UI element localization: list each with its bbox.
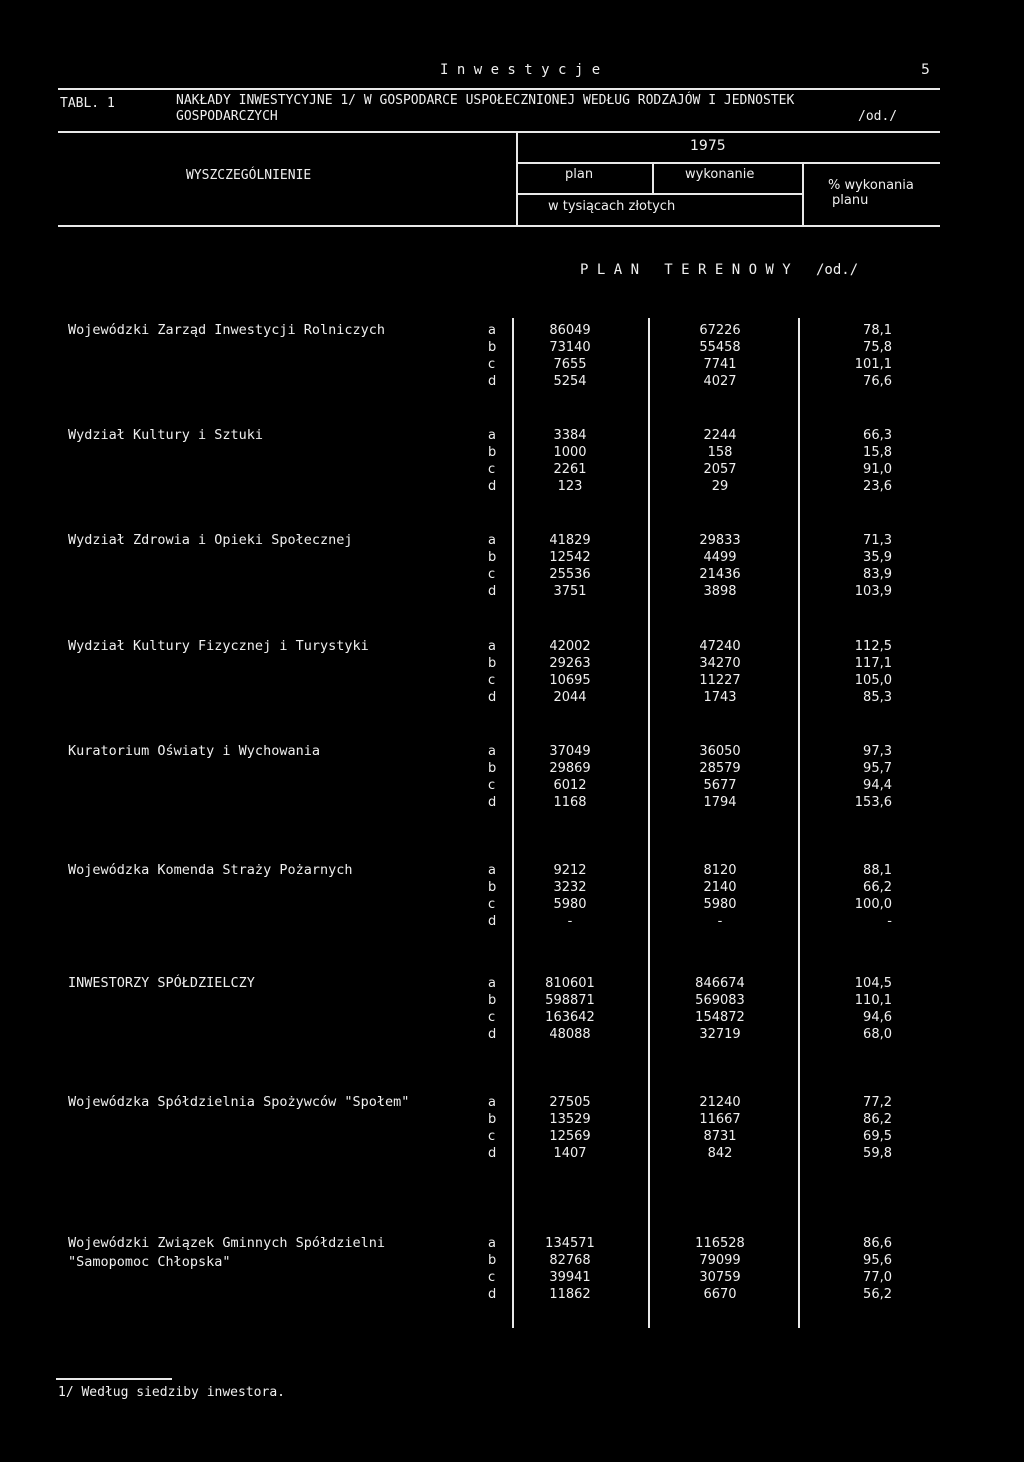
plan-value: 12569	[549, 1129, 591, 1144]
plan-value: 5980	[553, 897, 587, 912]
page-number: 5	[921, 62, 930, 78]
plan-value: 11862	[549, 1287, 591, 1302]
exec-value-column	[660, 975, 780, 1043]
plan-value: 3751	[553, 584, 587, 599]
row-letter: c	[488, 567, 496, 582]
row-letter: d	[488, 479, 497, 494]
plan-value: 12542	[549, 550, 591, 565]
header-rule-bottom	[58, 225, 940, 227]
table-label: TABL. 1	[60, 96, 115, 111]
row-name-line: INWESTORZY SPÓŁDZIELCZY	[68, 975, 255, 991]
row-letter: c	[488, 1129, 496, 1144]
pct-value-column	[800, 975, 892, 1043]
row-letter: b	[488, 340, 497, 355]
row-letter: d	[488, 1287, 497, 1302]
exec-value: 6670	[703, 1287, 737, 1302]
pct-value: -	[887, 914, 892, 929]
row-letter: b	[488, 1253, 497, 1268]
exec-value-column	[660, 1235, 780, 1303]
exec-value: 47240	[699, 639, 741, 654]
plan-value: 39941	[549, 1270, 591, 1285]
exec-value: 1743	[703, 690, 737, 705]
plan-value: 2044	[553, 690, 587, 705]
header-divider-left	[516, 133, 518, 225]
col-pct-line2: planu	[832, 193, 869, 208]
plan-value: 5254	[553, 374, 587, 389]
exec-value: 55458	[699, 340, 741, 355]
row-name	[68, 426, 263, 445]
pct-value: 117,1	[854, 656, 892, 671]
col-unit: w tysiącach złotych	[548, 199, 676, 214]
pct-value: 104,5	[854, 976, 892, 991]
row-name	[68, 321, 385, 340]
plan-value-column	[530, 975, 610, 1043]
row-name	[68, 1234, 385, 1272]
plan-value: 1000	[553, 445, 587, 460]
exec-value-column	[660, 322, 780, 390]
row-name-line: Wojewódzki Zarząd Inwestycji Rolniczych	[68, 322, 385, 338]
pct-value: 35,9	[863, 550, 892, 565]
row-name-line: Wojewódzki Związek Gminnych Spółdzielni	[68, 1235, 385, 1251]
pct-value: 95,6	[863, 1253, 892, 1268]
row-letter: b	[488, 656, 497, 671]
plan-value: 1168	[553, 795, 587, 810]
pct-value: 103,9	[854, 584, 892, 599]
plan-value-column	[530, 638, 610, 706]
plan-value: 27505	[549, 1095, 591, 1110]
plan-value: 29263	[549, 656, 591, 671]
pct-value: 101,1	[854, 357, 892, 372]
row-letter: a	[488, 533, 496, 548]
row-letter: a	[488, 639, 496, 654]
row-letter-column	[488, 1235, 504, 1303]
row-letter-column	[488, 743, 504, 811]
plan-value: 163642	[545, 1010, 595, 1025]
row-letter: c	[488, 357, 496, 372]
pct-value: 86,2	[863, 1112, 892, 1127]
plan-value-column	[530, 322, 610, 390]
row-letter: b	[488, 880, 497, 895]
pct-value: 78,1	[863, 323, 892, 338]
col-execution: wykonanie	[685, 167, 755, 182]
exec-value: 67226	[699, 323, 741, 338]
row-name-line: Kuratorium Oświaty i Wychowania	[68, 743, 320, 759]
table-title-line1: NAKŁADY INWESTYCYJNE 1/ W GOSPODARCE USPOŁECZNIONEJ WEDŁUG RODZAJÓW I JEDNOSTEK	[176, 93, 795, 108]
plan-value: 10695	[549, 673, 591, 688]
header-rule-top	[58, 131, 940, 133]
plan-value-column	[530, 1094, 610, 1162]
exec-value-column	[660, 638, 780, 706]
plan-value: 3232	[553, 880, 587, 895]
row-letter: b	[488, 993, 497, 1008]
row-name-line: "Samopomoc Chłopska"	[68, 1254, 231, 1270]
exec-value-column	[660, 862, 780, 930]
row-letter: a	[488, 323, 496, 338]
pct-value-column	[800, 532, 892, 600]
top-rule	[58, 88, 940, 90]
row-letter-column	[488, 1094, 504, 1162]
exec-value: 21436	[699, 567, 741, 582]
row-letter: a	[488, 976, 496, 991]
col-specification: WYSZCZEGÓLNIENIE	[186, 168, 312, 183]
row-name	[68, 637, 369, 656]
exec-value: -	[717, 914, 723, 929]
exec-value-column	[660, 1094, 780, 1162]
pct-value: 69,5	[863, 1129, 892, 1144]
pct-value: 59,8	[863, 1146, 892, 1161]
table-title-cont: /od./	[858, 109, 898, 124]
plan-value-column	[530, 1235, 610, 1303]
exec-value: 1794	[703, 795, 737, 810]
pct-value: 88,1	[863, 863, 892, 878]
row-name-line: Wojewódzka Spółdzielnia Spożywców "Społem"	[68, 1094, 410, 1110]
plan-value: 598871	[545, 993, 595, 1008]
exec-value: 28579	[699, 761, 741, 776]
plan-value: 29869	[549, 761, 591, 776]
exec-value: 4027	[703, 374, 737, 389]
row-name-line: Wydział Zdrowia i Opieki Społecznej	[68, 532, 353, 548]
pct-value-column	[800, 427, 892, 495]
row-name	[68, 1093, 409, 1112]
pct-value: 100,0	[854, 897, 892, 912]
pct-value: 94,4	[863, 778, 892, 793]
exec-value: 36050	[699, 744, 741, 759]
row-letter: d	[488, 690, 497, 705]
row-letter: d	[488, 795, 497, 810]
exec-value: 842	[707, 1146, 733, 1161]
row-letter: a	[488, 1236, 496, 1251]
plan-value: 82768	[549, 1253, 591, 1268]
pct-value: 66,2	[863, 880, 892, 895]
plan-value: 37049	[549, 744, 591, 759]
exec-value: 34270	[699, 656, 741, 671]
row-name-line: Wydział Kultury i Sztuki	[68, 427, 264, 443]
pct-value: 66,3	[863, 428, 892, 443]
row-name	[68, 742, 320, 761]
pct-value-column	[800, 1235, 892, 1303]
pct-value: 15,8	[863, 445, 892, 460]
exec-value: 8731	[703, 1129, 737, 1144]
pct-value: 86,6	[863, 1236, 892, 1251]
plan-value: 41829	[549, 533, 591, 548]
exec-value: 569083	[695, 993, 745, 1008]
exec-value: 158	[707, 445, 733, 460]
pct-value-column	[800, 322, 892, 390]
pct-value: 77,0	[863, 1270, 892, 1285]
exec-value: 846674	[695, 976, 745, 991]
plan-value: 134571	[545, 1236, 595, 1251]
plan-value-column	[530, 532, 610, 600]
plan-value: 123	[557, 479, 583, 494]
exec-value: 7741	[703, 357, 737, 372]
row-name	[68, 861, 352, 880]
row-letter: c	[488, 1270, 496, 1285]
body-divider-mid	[648, 318, 650, 1328]
pct-value-column	[800, 862, 892, 930]
plan-value: 810601	[545, 976, 595, 991]
plan-value-column	[530, 862, 610, 930]
pct-value: 85,3	[863, 690, 892, 705]
exec-value: 3898	[703, 584, 737, 599]
exec-value: 30759	[699, 1270, 741, 1285]
row-letter: a	[488, 428, 496, 443]
exec-value: 2057	[703, 462, 737, 477]
pct-value: 23,6	[863, 479, 892, 494]
plan-value: 86049	[549, 323, 591, 338]
pct-value: 91,0	[863, 462, 892, 477]
header-divider-right	[802, 164, 804, 225]
row-letter-column	[488, 638, 504, 706]
plan-value: 13529	[549, 1112, 591, 1127]
plan-value: 42002	[549, 639, 591, 654]
plan-value-column	[530, 427, 610, 495]
row-name-line: Wydział Kultury Fizycznej i Turystyki	[68, 638, 369, 654]
row-letter: c	[488, 1010, 496, 1025]
exec-value-column	[660, 427, 780, 495]
plan-value: 6012	[553, 778, 587, 793]
row-letter-column	[488, 427, 504, 495]
row-name-line: Wojewódzka Komenda Straży Pożarnych	[68, 862, 353, 878]
row-letter: c	[488, 778, 496, 793]
footnote: 1/ Według siedziby inwestora.	[58, 1385, 285, 1400]
exec-value: 2140	[703, 880, 737, 895]
row-letter: b	[488, 445, 497, 460]
exec-value-column	[660, 743, 780, 811]
footnote-rule	[56, 1378, 172, 1380]
plan-value: 48088	[549, 1027, 591, 1042]
header-divider-mid	[652, 164, 654, 194]
header-rule-year	[518, 162, 940, 164]
col-year: 1975	[690, 138, 726, 154]
header-rule-sub	[518, 193, 802, 195]
pct-value-column	[800, 743, 892, 811]
row-letter: b	[488, 550, 497, 565]
pct-value: 68,0	[863, 1027, 892, 1042]
pct-value: 71,3	[863, 533, 892, 548]
row-letter: a	[488, 1095, 496, 1110]
pct-value-column	[800, 638, 892, 706]
pct-value: 94,6	[863, 1010, 892, 1025]
plan-value: 25536	[549, 567, 591, 582]
col-plan: plan	[565, 167, 594, 182]
row-letter: a	[488, 744, 496, 759]
pct-value: 56,2	[863, 1287, 892, 1302]
exec-value: 8120	[703, 863, 737, 878]
plan-value: 73140	[549, 340, 591, 355]
exec-value: 5677	[703, 778, 737, 793]
row-letter: d	[488, 584, 497, 599]
row-letter-column	[488, 975, 504, 1043]
pct-value: 110,1	[854, 993, 892, 1008]
row-letter: d	[488, 374, 497, 389]
exec-value: 5980	[703, 897, 737, 912]
row-letter: c	[488, 462, 496, 477]
exec-value: 11667	[699, 1112, 741, 1127]
exec-value: 79099	[699, 1253, 741, 1268]
row-letter-column	[488, 532, 504, 600]
pct-value: 83,9	[863, 567, 892, 582]
row-letter: d	[488, 1027, 497, 1042]
running-title: I n w e s t y c j e	[440, 62, 601, 78]
plan-value-column	[530, 743, 610, 811]
row-letter: c	[488, 897, 496, 912]
pct-value: 153,6	[854, 795, 892, 810]
row-letter: b	[488, 761, 497, 776]
table-title-line2: GOSPODARCZYCH	[176, 109, 278, 124]
exec-value: 11227	[699, 673, 741, 688]
exec-value: 154872	[695, 1010, 745, 1025]
row-letter: b	[488, 1112, 497, 1127]
pct-value: 95,7	[863, 761, 892, 776]
row-letter: a	[488, 863, 496, 878]
row-letter-column	[488, 862, 504, 930]
pct-value: 75,8	[863, 340, 892, 355]
body-divider-left	[512, 318, 514, 1328]
section-title: P L A N T E R E N O W Y /od./	[580, 262, 859, 278]
plan-value: 7655	[553, 357, 587, 372]
exec-value: 21240	[699, 1095, 741, 1110]
row-name	[68, 974, 255, 993]
plan-value: 9212	[553, 863, 587, 878]
pct-value: 97,3	[863, 744, 892, 759]
exec-value: 2244	[703, 428, 737, 443]
col-pct-line1: % wykonania	[828, 178, 914, 193]
exec-value: 116528	[695, 1236, 745, 1251]
plan-value: 1407	[553, 1146, 587, 1161]
exec-value: 32719	[699, 1027, 741, 1042]
pct-value: 112,5	[854, 639, 892, 654]
exec-value: 4499	[703, 550, 737, 565]
plan-value: 2261	[553, 462, 587, 477]
exec-value: 29833	[699, 533, 741, 548]
pct-value: 105,0	[854, 673, 892, 688]
row-letter: d	[488, 1146, 497, 1161]
pct-value: 77,2	[863, 1095, 892, 1110]
row-name	[68, 531, 352, 550]
row-letter-column	[488, 322, 504, 390]
pct-value: 76,6	[863, 374, 892, 389]
plan-value: -	[567, 914, 573, 929]
exec-value: 29	[711, 479, 729, 494]
pct-value-column	[800, 1094, 892, 1162]
exec-value-column	[660, 532, 780, 600]
row-letter: c	[488, 673, 496, 688]
row-letter: d	[488, 914, 497, 929]
plan-value: 3384	[553, 428, 587, 443]
